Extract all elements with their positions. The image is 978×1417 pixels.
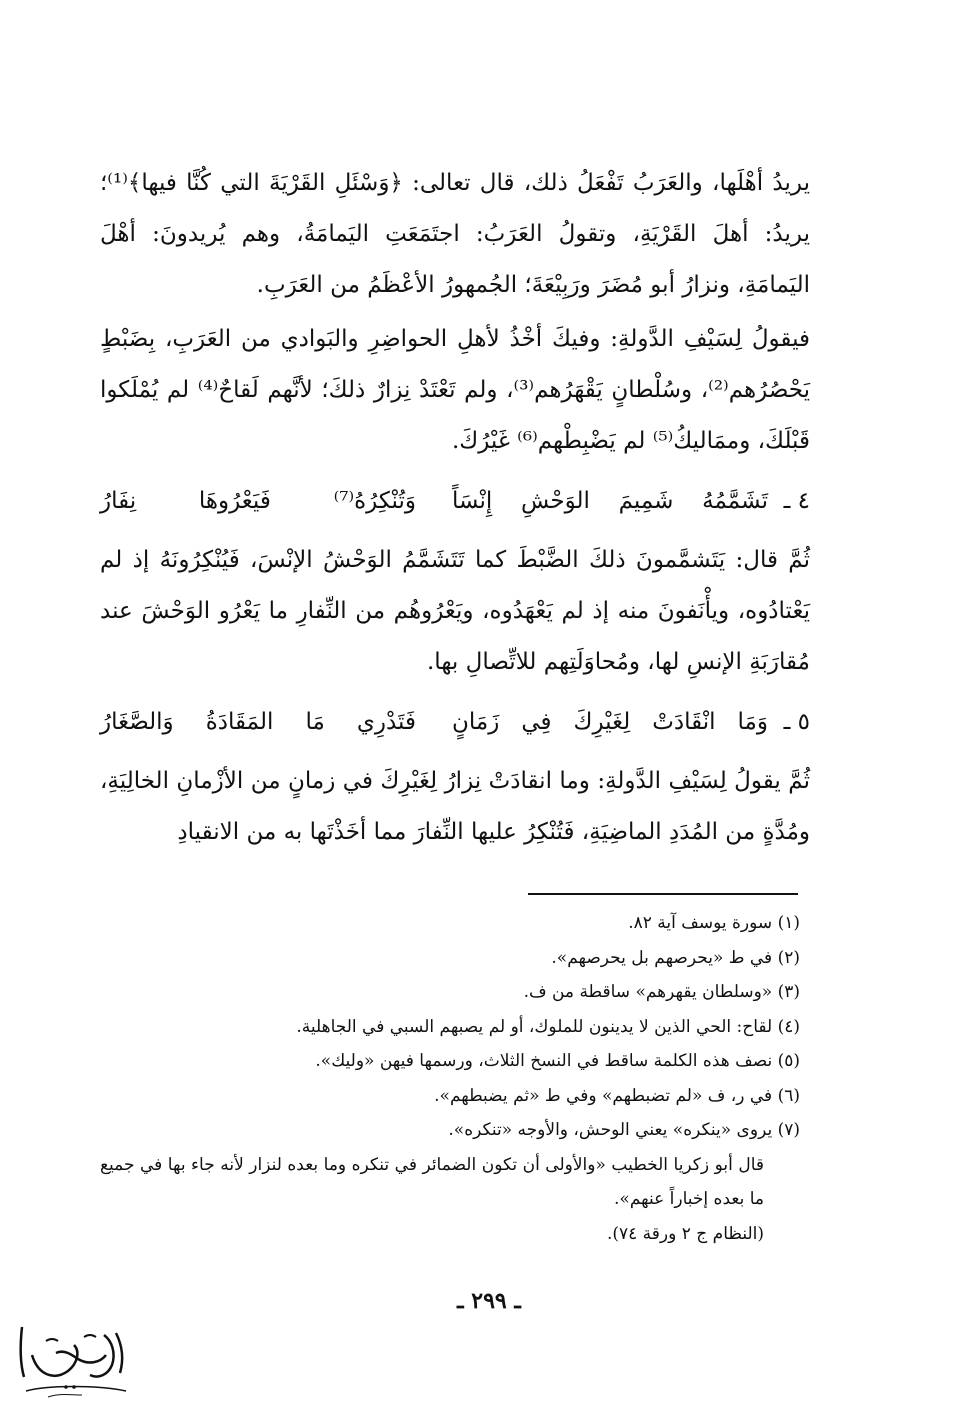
verse-number: ٥ ـ [783, 709, 810, 735]
verse-second-hemistich: وَتُنْكِرُهُ⁽⁷⁾ فَيَعْرُوهَا نِفَارُ [100, 488, 416, 514]
footnote-separator [528, 893, 798, 895]
commentary-4: ثُمَّ قال: يَتَشمَّمونَ ذلكَ الضَّبْطَ كما تَتَشَمَّمُ الوَحْشُ الإنْسَ، فَيُنْكِرُونَهُ إذ لم يَعْتادُوه، ويأْنَفونَ منه إذ لم يَعْهَدُوه، ويَعْرُوهُم من النِّفارِ ما يَعْرُو الوَحْشَ عند مُقارَبَةِ الإنسِ لها، ومُحاوَلَتِهم للاتِّصالِ بها. [100, 547, 810, 675]
footnote-5: (٥) نصف هذه الكلمة ساقط في النسخ الثلاث، ورسمها فيهن «وليك». [315, 1051, 800, 1071]
verse-first-hemistich: تَشَمَّمُهُ شَمِيمَ الوَحْشِ إِنْسَاً [452, 488, 768, 514]
page-number: ـ ٢٩٩ ـ [457, 1288, 521, 1314]
verse-second-hemistich: فَتَدْرِي مَا المَقَادَةُ وَالصَّغَارُ [100, 709, 416, 735]
verse-4 [100, 477, 810, 525]
footnote-4: (٤) لقاح: الحي الذين لا يدينون للملوك، أو لم يصبهم السبي في الجاهلية. [296, 1016, 800, 1037]
verse-first-hemistich: وَمَا انْقَادَتْ لِغَيْرِكَ فِي زَمَانٍ [452, 709, 768, 735]
footnote-7: (٧) يروى «ينكره» يعني الوحش، والأوجه «تنكره». [448, 1120, 800, 1140]
main-text [100, 158, 810, 858]
paragraph-1: يريدُ أهْلَها، والعَرَبُ تَفْعَلُ ذلك، قال تعالى: ﴿وَسْئَلِ القَرْيَةَ التي كُنَّا فيها﴾⁽¹⁾؛ يريدُ: أهلَ القَرْيَةِ، وتقولُ العَرَبُ: اجتَمَعَتِ اليَمامَةُ، وهم يُريدونَ: أهْلَ اليَمامَةِ، ونزارُ أبو مُضَرَ ورَبِيْعَةَ؛ الجُمهورُ الأعْظَمُ من العَرَبِ. [100, 170, 810, 298]
publisher-seal [8, 1315, 138, 1400]
footnotes [100, 906, 800, 1251]
commentary-5: ثُمَّ يقولُ لِسَيْفِ الدَّولةِ: وما انقادَتْ نِزارُ لِغَيْرِكَ في زمانٍ من الأزْمانِ الخالِيَةِ، ومُدَّةٍ من المُدَدِ الماضِيَةِ، فَتُنْكِرُ عليها النِّفارَ مما أخَذْتَها به من الانقيادِ [100, 768, 810, 845]
verse-5 [100, 698, 810, 746]
footnote-7-source: (النظام ج ٢ ورقة ٧٤). [606, 1223, 764, 1244]
footnote-6: (٦) في ر، ف «لم تضبطهم» وفي ط «ثم يضبطهم». [434, 1085, 800, 1106]
footnote-2: (٢) في ط «يحرصهم بل يحرصهم». [551, 947, 800, 968]
paragraph-2: فيقولُ لِسَيْفِ الدَّولةِ: وفيكَ أخْذُ لأهلِ الحواضِرِ والبَوادي من العَرَبِ، بِضَبْطٍ يَحْصُرُهم⁽²⁾، وسُلْطانٍ يَقْهَرُهم⁽³⁾، ولم تَعْتَدْ نِزارٌ ذلكَ؛ لأنَّهم لَقاحٌ⁽⁴⁾ لم يُمْلَكوا قَبْلَكَ، وممَاليكُ⁽⁵⁾ لم يَضْبِطْهم⁽⁶⁾ غَيْرُكَ. [100, 326, 811, 454]
verse-number: ٤ ـ [783, 488, 810, 514]
footnote-3: (٣) «وسلطان يقهرهم» ساقطة من ف. [523, 982, 800, 1002]
footnote-7-note: قال أبو زكريا الخطيب «والأولى أن تكون الضمائر في تنكره وما بعده لنزار لأنه جاء بها في جميع ما بعده إخباراً عنهم». [100, 1154, 764, 1209]
footnote-1: (١) سورة يوسف آية ٨٢. [628, 913, 800, 933]
